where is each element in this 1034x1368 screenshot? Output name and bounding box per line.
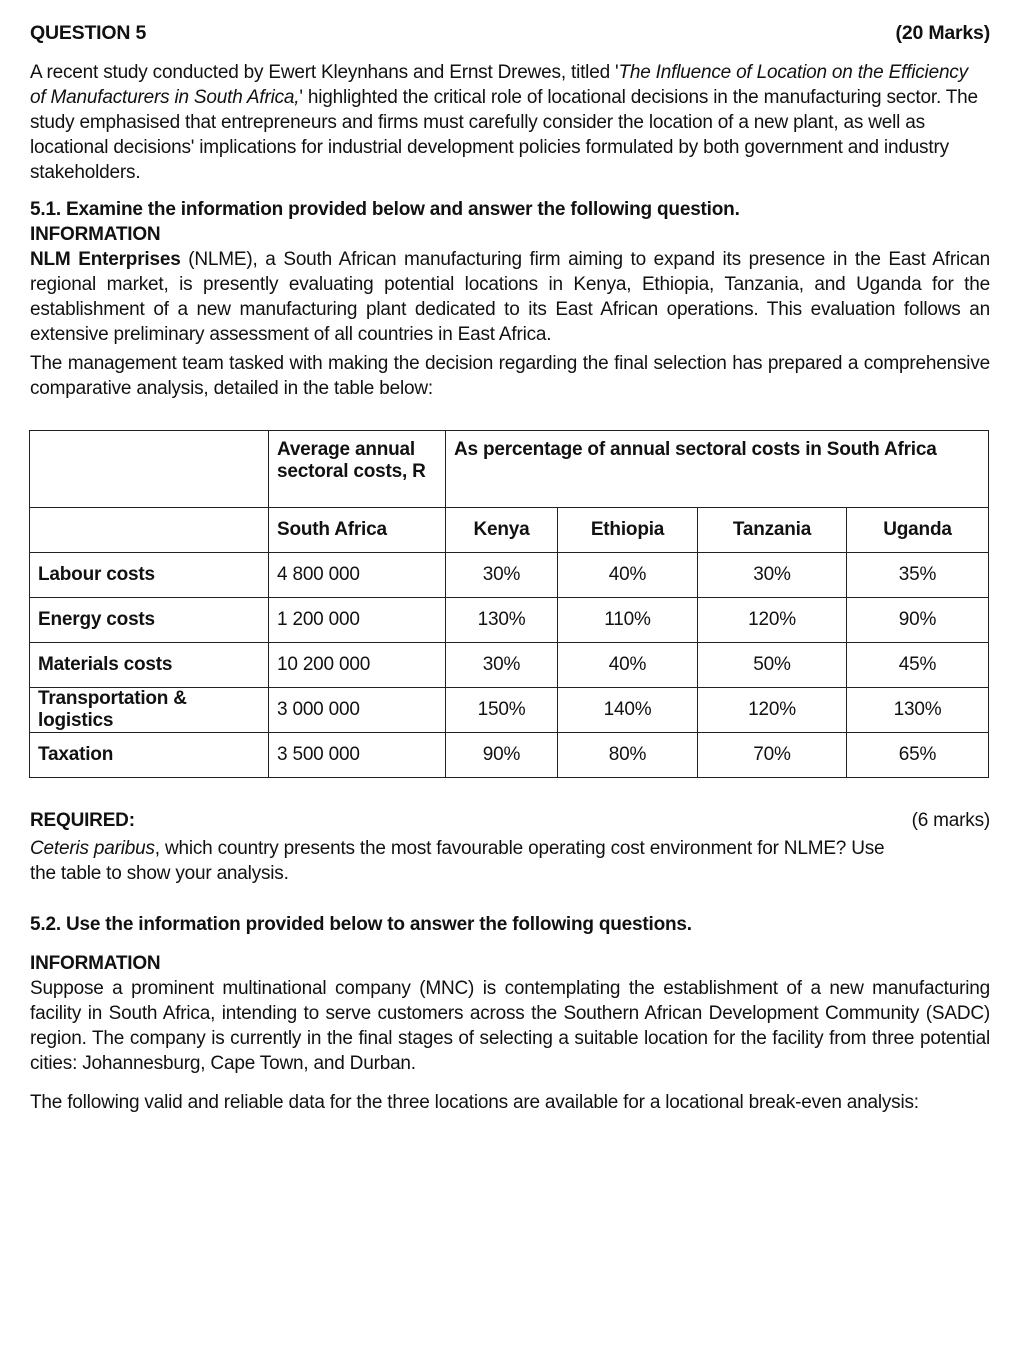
- ethiopia-pct: 110%: [558, 598, 698, 643]
- ethiopia-pct: 40%: [558, 643, 698, 688]
- information-label-2: INFORMATION: [30, 953, 161, 974]
- row-label: Materials costs: [30, 643, 269, 688]
- tanzania-pct: 120%: [698, 598, 847, 643]
- kenya-pct: 90%: [446, 733, 558, 778]
- information-label: INFORMATION: [30, 224, 161, 245]
- mnc-paragraph: Suppose a prominent multinational company (MNC) is contemplating the establishment of a new manufacturing facility in South Africa, intending to serve customers across the Southern African Development Community (SADC) region. The company is currently in the final stages of selecting a suitable location for the facility from three potential cities: Johannesburg, Cape Town, and Durban.: [30, 978, 990, 1074]
- kenya-pct: 130%: [446, 598, 558, 643]
- tanzania-header: Tanzania: [698, 508, 847, 553]
- header-empty-cell: [30, 431, 269, 508]
- tanzania-pct: 50%: [698, 643, 847, 688]
- sa-cost: 3 500 000: [269, 733, 446, 778]
- sa-cost: 4 800 000: [269, 553, 446, 598]
- intro-text-2: ' highlighted the critical role of locational decisions in the manufacturing sector. The study emphasised that entrepreneurs and firms must carefully consider the location of a new plant, as well as locational decisions' implications for industrial development policies formulated by both government and industry stakeholders.: [30, 87, 978, 183]
- ceteris-paribus: Ceteris paribus: [30, 838, 155, 859]
- table-row: [30, 688, 989, 733]
- sa-cost: 1 200 000: [269, 598, 446, 643]
- intro-text-1: A recent study conducted by Ewert Kleynhans and Ernst Drewes, titled ': [30, 62, 619, 83]
- company-name: NLM Enterprises: [30, 249, 181, 270]
- kenya-pct: 30%: [446, 553, 558, 598]
- intro-paragraph: [30, 60, 985, 185]
- ethiopia-header: Ethiopia: [558, 508, 698, 553]
- tanzania-pct: 30%: [698, 553, 847, 598]
- uganda-pct: 90%: [847, 598, 989, 643]
- required-header: [30, 808, 990, 833]
- required-text: , which country presents the most favourable operating cost environment for NLME? Use the table to show your analysis.: [30, 838, 885, 884]
- question-title: QUESTION 5: [30, 22, 147, 44]
- sa-cost: 3 000 000: [269, 688, 446, 733]
- section-5-2-heading: 5.2. Use the information provided below to answer the following questions.: [30, 914, 692, 935]
- country-empty-cell: [30, 508, 269, 553]
- required-label: REQUIRED:: [30, 810, 135, 831]
- tanzania-pct: 120%: [698, 688, 847, 733]
- question-marks: (20 Marks): [895, 22, 990, 44]
- ethiopia-pct: 40%: [558, 553, 698, 598]
- section-5-1: [30, 197, 990, 401]
- table-row: [30, 598, 989, 643]
- management-paragraph: The management team tasked with making the decision regarding the final selection has prepared a comprehensive comparative analysis, detailed in the table below:: [30, 353, 990, 399]
- question-header: [30, 22, 990, 50]
- sa-cost: 10 200 000: [269, 643, 446, 688]
- required-marks: (6 marks): [911, 810, 990, 831]
- lower-section: [30, 808, 990, 1115]
- tanzania-pct: 70%: [698, 733, 847, 778]
- table-header-row: [30, 431, 989, 508]
- kenya-pct: 30%: [446, 643, 558, 688]
- avg-costs-header: Average annual sectoral costs, R: [269, 431, 446, 508]
- table-row: [30, 733, 989, 778]
- row-label: Transportation & logistics: [30, 688, 269, 733]
- cost-comparison-table: [29, 430, 989, 778]
- uganda-pct: 35%: [847, 553, 989, 598]
- required-question: [30, 836, 890, 886]
- uganda-header: Uganda: [847, 508, 989, 553]
- table-row: [30, 553, 989, 598]
- kenya-pct: 150%: [446, 688, 558, 733]
- table-row: [30, 643, 989, 688]
- row-label: Taxation: [30, 733, 269, 778]
- ethiopia-pct: 80%: [558, 733, 698, 778]
- question-page: [30, 22, 990, 401]
- uganda-pct: 130%: [847, 688, 989, 733]
- nlme-paragraph: [30, 247, 990, 347]
- row-label: Labour costs: [30, 553, 269, 598]
- nlme-text: (NLME), a South African manufacturing firm aiming to expand its presence in the East African regional market, is presently evaluating potential locations in Kenya, Ethiopia, Tanzania, and Uganda for the establishment of a new manufacturing plant dedicated to its East African operations. This evaluation follows an extensive preliminary assessment of all countries in East Africa.: [30, 249, 991, 345]
- row-label: Energy costs: [30, 598, 269, 643]
- country-header-row: [30, 508, 989, 553]
- ethiopia-pct: 140%: [558, 688, 698, 733]
- kenya-header: Kenya: [446, 508, 558, 553]
- section-5-1-heading: 5.1. Examine the information provided below and answer the following question.: [30, 199, 740, 220]
- uganda-pct: 65%: [847, 733, 989, 778]
- breakeven-paragraph: The following valid and reliable data for the three locations are available for a locational break-even analysis:: [30, 1092, 919, 1113]
- study-title: The Influence of Location on the Efficiency of Manufacturers in South Africa,: [30, 62, 968, 108]
- uganda-pct: 45%: [847, 643, 989, 688]
- south-africa-header: South Africa: [269, 508, 446, 553]
- percentage-header: As percentage of annual sectoral costs in South Africa: [446, 431, 989, 508]
